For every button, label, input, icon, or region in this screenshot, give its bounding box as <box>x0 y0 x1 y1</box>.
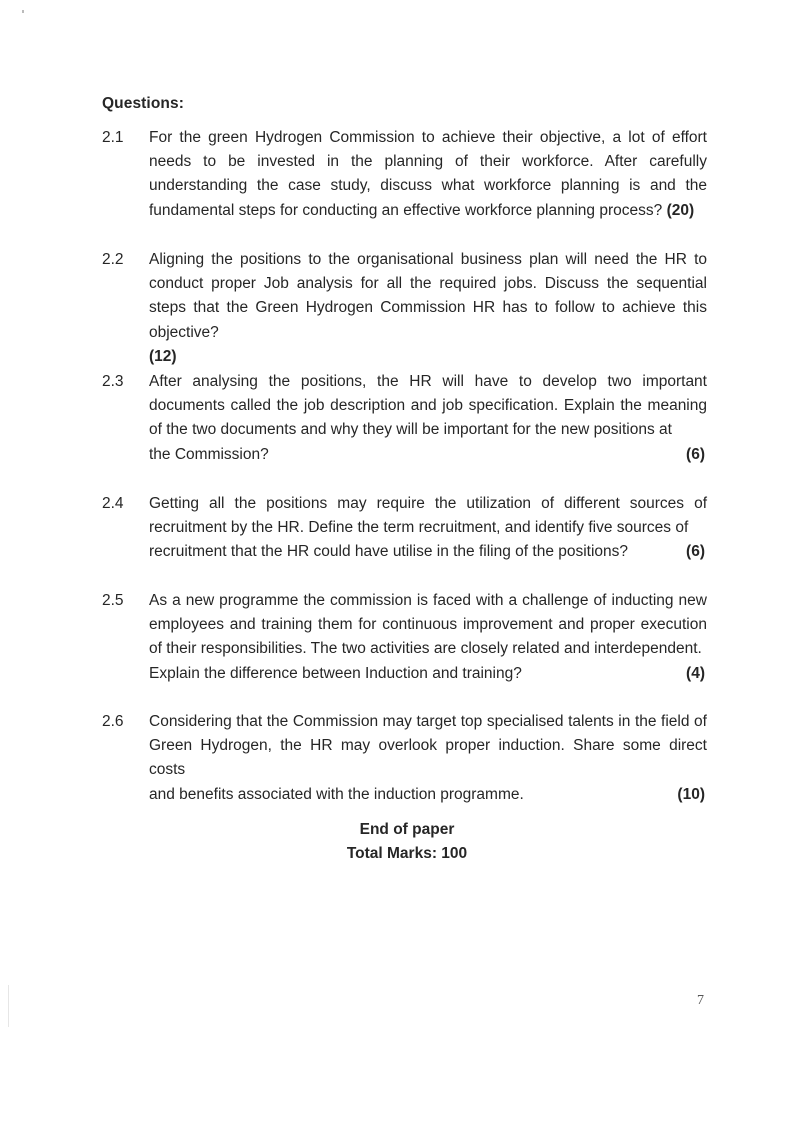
question-line: needs to be invested in the planning of their workforce. After carefully <box>149 153 707 171</box>
question-text <box>149 710 707 783</box>
question-number: 2.5 <box>102 592 124 609</box>
question-line: Explain the difference between Induction and training? <box>149 664 522 682</box>
question-line: of their responsibilities. The two activities are closely related and interdependent. <box>149 640 702 658</box>
question-number: 2.6 <box>102 713 124 730</box>
question-last-line <box>149 443 707 467</box>
question-marks: (6) <box>686 543 705 561</box>
questions-heading: Questions: <box>102 95 184 112</box>
question-marks: (20) <box>666 201 695 219</box>
question-last-line <box>149 783 707 807</box>
question-line: For the green Hydrogen Commission to achieve their objective, a lot of effort <box>149 129 707 146</box>
question-line: Green Hydrogen, the HR may overlook proper induction. Share some direct costs <box>149 737 707 779</box>
question-line: Getting all the positions may require the utilization of different sources of <box>149 495 707 512</box>
page-number: 7 <box>697 993 704 1008</box>
question-2-2 <box>102 248 707 369</box>
question-line: the Commission? <box>149 445 269 463</box>
question-2-4 <box>102 492 707 565</box>
total-marks: Total Marks: 100 <box>346 845 468 862</box>
question-text <box>149 126 707 223</box>
end-of-paper: End of paper <box>359 821 455 838</box>
question-line: employees and training them for continuous improvement and proper execution <box>149 616 707 634</box>
question-number: 2.4 <box>102 495 124 512</box>
question-marks: (10) <box>677 785 705 803</box>
question-number: 2.1 <box>102 129 124 146</box>
question-line: As a new programme the commission is faced with a challenge of inducting new <box>149 592 707 609</box>
question-2-5 <box>102 589 707 686</box>
question-line: conduct proper Job analysis for all the required jobs. Discuss the sequential steps <box>149 275 707 317</box>
question-line: recruitment that the HR could have utilise in the filing of the positions? <box>149 543 629 561</box>
question-line: recruitment by the HR. Define the term recruitment, and identify five sources of <box>149 519 689 537</box>
question-line: documents called the job description and job specification. Explain the meaning <box>149 397 707 415</box>
question-line: understanding the case study, discuss what workforce planning is and the <box>149 177 707 195</box>
scan-margin-line <box>8 985 9 1027</box>
question-line: that the Green Hydrogen Commission HR has to follow to achieve this objective? <box>149 299 708 341</box>
question-line: fundamental steps for conducting an effective workforce planning process? <box>149 201 667 219</box>
question-2-1 <box>102 126 707 223</box>
question-2-3 <box>102 370 707 467</box>
question-2-6 <box>102 710 707 807</box>
scan-artifact <box>22 10 24 13</box>
question-line: of the two documents and why they will be important for the new positions at <box>149 421 672 439</box>
question-text <box>149 370 707 443</box>
question-marks: (12) <box>149 347 177 365</box>
question-number: 2.2 <box>102 251 124 268</box>
question-text <box>149 589 707 662</box>
question-last-line <box>149 540 707 564</box>
question-text <box>149 492 707 540</box>
question-line: and benefits associated with the induction programme. <box>149 785 524 803</box>
question-marks: (6) <box>686 445 705 463</box>
question-line: Aligning the positions to the organisational business plan will need the HR to <box>149 251 707 268</box>
end-of-paper-block <box>0 818 794 866</box>
question-line: After analysing the positions, the HR will have to develop two important <box>149 373 707 390</box>
question-line: Considering that the Commission may target top specialised talents in the field of <box>149 713 707 730</box>
question-marks: (4) <box>686 664 705 682</box>
question-text <box>149 248 707 369</box>
question-last-line <box>149 662 707 686</box>
question-number: 2.3 <box>102 373 124 390</box>
